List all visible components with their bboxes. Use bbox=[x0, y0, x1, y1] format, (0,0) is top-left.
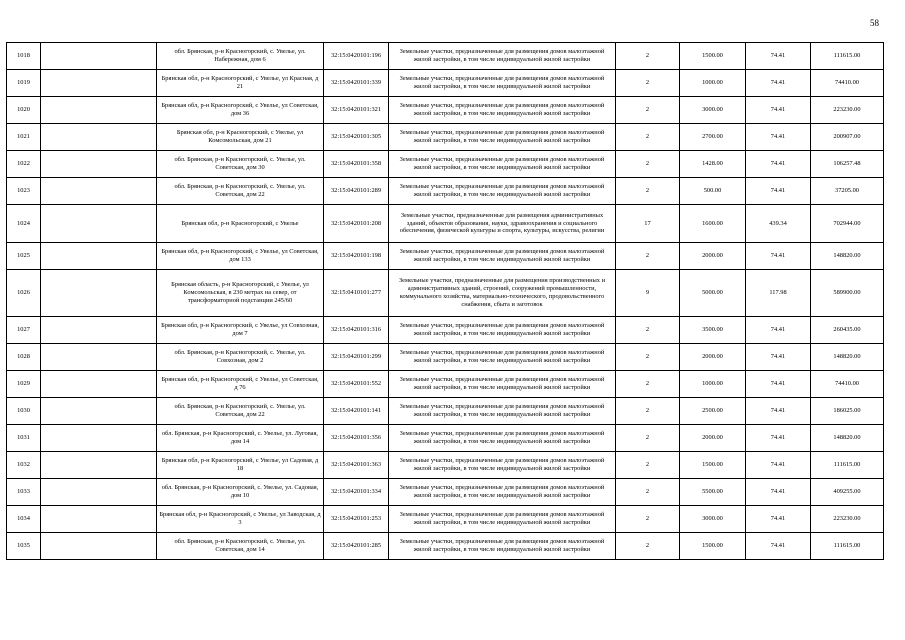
area-cell: 2000.00 bbox=[680, 425, 746, 452]
land-use-cell: Земельные участки, предназначенные для размещения домов малоэтажной жилой застройки, в том числе индивидуальной жилой застройки bbox=[389, 317, 616, 344]
area-cell: 1600.00 bbox=[680, 205, 746, 243]
land-use-cell: Земельные участки, предназначенные для размещения домов малоэтажной жилой застройки, в том числе индивидуальной жилой застройки bbox=[389, 124, 616, 151]
cadastral-number-cell: 32:15:0420101:305 bbox=[324, 124, 389, 151]
blank-cell bbox=[41, 425, 157, 452]
address-cell: Брянская область, р-н Красногорский, с Увелье, ул Комсомольская, в 230 метрах на север, от трансформаторной подстанции 245/60 bbox=[157, 270, 324, 317]
table-row bbox=[7, 506, 884, 533]
table-row bbox=[7, 371, 884, 398]
cadastral-number-cell: 32:15:0420101:552 bbox=[324, 371, 389, 398]
land-use-cell: Земельные участки, предназначенные для размещения домов малоэтажной жилой застройки, в том числе индивидуальной жилой застройки bbox=[389, 70, 616, 97]
address-cell: обл. Брянская, р-н Красногорский, с. Увелье, ул. Набережная, дом 6 bbox=[157, 43, 324, 70]
cadastral-number-cell: 32:15:0420101:141 bbox=[324, 398, 389, 425]
address-cell: обл. Брянская, р-н Красногорский, с. Увелье, ул. Луговая, дом 14 bbox=[157, 425, 324, 452]
group-cell: 2 bbox=[616, 479, 680, 506]
cadastral-value-cell: 589900.00 bbox=[811, 270, 884, 317]
cadastral-value-cell: 74410.00 bbox=[811, 70, 884, 97]
land-use-cell: Земельные участки, предназначенные для размещения домов малоэтажной жилой застройки, в том числе индивидуальной жилой застройки bbox=[389, 398, 616, 425]
cadastral-number-cell: 32:15:0420101:339 bbox=[324, 70, 389, 97]
row-number: 1020 bbox=[7, 97, 41, 124]
blank-cell bbox=[41, 205, 157, 243]
land-use-cell: Земельные участки, предназначенные для размещения административных зданий, объектов образования, науки, здравоохранения и социального обеспечения, физической культуры и спорта, культуры, искусства, религии bbox=[389, 205, 616, 243]
cadastral-number-cell: 32:15:0420101:289 bbox=[324, 178, 389, 205]
row-number: 1024 bbox=[7, 205, 41, 243]
table-row bbox=[7, 533, 884, 560]
blank-cell bbox=[41, 124, 157, 151]
row-number: 1021 bbox=[7, 124, 41, 151]
land-use-cell: Земельные участки, предназначенные для размещения домов малоэтажной жилой застройки, в том числе индивидуальной жилой застройки bbox=[389, 533, 616, 560]
group-cell: 2 bbox=[616, 43, 680, 70]
cadastral-number-cell: 32:15:0420101:196 bbox=[324, 43, 389, 70]
cadastral-value-cell: 223230.00 bbox=[811, 97, 884, 124]
cadastral-number-cell: 32:15:0420101:285 bbox=[324, 533, 389, 560]
group-cell: 2 bbox=[616, 425, 680, 452]
group-cell: 2 bbox=[616, 178, 680, 205]
blank-cell bbox=[41, 506, 157, 533]
row-number: 1034 bbox=[7, 506, 41, 533]
table-row bbox=[7, 43, 884, 70]
area-cell: 1000.00 bbox=[680, 371, 746, 398]
address-cell: Брянская обл, р-н Красногорский, с Увелье, ул Совхозная, дом 7 bbox=[157, 317, 324, 344]
group-cell: 2 bbox=[616, 97, 680, 124]
group-cell: 2 bbox=[616, 506, 680, 533]
blank-cell bbox=[41, 452, 157, 479]
land-use-cell: Земельные участки, предназначенные для размещения домов малоэтажной жилой застройки, в том числе индивидуальной жилой застройки bbox=[389, 452, 616, 479]
area-cell: 2000.00 bbox=[680, 344, 746, 371]
blank-cell bbox=[41, 70, 157, 97]
cadastral-number-cell: 32:15:0420101:363 bbox=[324, 452, 389, 479]
table-row bbox=[7, 151, 884, 178]
address-cell: обл. Брянская, р-н Красногорский, с. Увелье, ул. Садовая, дом 10 bbox=[157, 479, 324, 506]
cadastral-number-cell: 32:15:0420101:358 bbox=[324, 151, 389, 178]
land-use-cell: Земельные участки, предназначенные для размещения производственных и административных зданий, строений, сооружений промышленности, коммунального хозяйства, материально-технического, продовольственного снабжения, сбыта и заготовок bbox=[389, 270, 616, 317]
cadastral-number-cell: 32:15:0420101:208 bbox=[324, 205, 389, 243]
rate-cell: 74.41 bbox=[746, 506, 811, 533]
rate-cell: 74.41 bbox=[746, 70, 811, 97]
table-row bbox=[7, 425, 884, 452]
land-use-cell: Земельные участки, предназначенные для размещения домов малоэтажной жилой застройки, в том числе индивидуальной жилой застройки bbox=[389, 371, 616, 398]
table-row bbox=[7, 452, 884, 479]
table-row bbox=[7, 97, 884, 124]
cadastral-number-cell: 32:15:0420101:198 bbox=[324, 243, 389, 270]
land-register-table bbox=[6, 42, 884, 560]
group-cell: 2 bbox=[616, 344, 680, 371]
cadastral-number-cell: 32:15:0420101:299 bbox=[324, 344, 389, 371]
address-cell: обл. Брянская, р-н Красногорский, с. Увелье, ул. Советская, дом 22 bbox=[157, 398, 324, 425]
cadastral-number-cell: 32:15:0410101:277 bbox=[324, 270, 389, 317]
land-use-cell: Земельные участки, предназначенные для размещения домов малоэтажной жилой застройки, в том числе индивидуальной жилой застройки bbox=[389, 178, 616, 205]
area-cell: 2500.00 bbox=[680, 398, 746, 425]
cadastral-value-cell: 111615.00 bbox=[811, 43, 884, 70]
cadastral-value-cell: 148820.00 bbox=[811, 425, 884, 452]
area-cell: 3000.00 bbox=[680, 506, 746, 533]
row-number: 1023 bbox=[7, 178, 41, 205]
cadastral-number-cell: 32:15:0420101:316 bbox=[324, 317, 389, 344]
row-number: 1030 bbox=[7, 398, 41, 425]
group-cell: 2 bbox=[616, 398, 680, 425]
rate-cell: 74.41 bbox=[746, 178, 811, 205]
address-cell: Брянская обл, р-н Красногорский, с Увелье, ул Заводская, д 3 bbox=[157, 506, 324, 533]
cadastral-number-cell: 32:15:0420101:321 bbox=[324, 97, 389, 124]
rate-cell: 74.41 bbox=[746, 344, 811, 371]
row-number: 1028 bbox=[7, 344, 41, 371]
row-number: 1032 bbox=[7, 452, 41, 479]
address-cell: Брянская обл, р-н Красногорский, с Увелье, ул Садовая, д 18 bbox=[157, 452, 324, 479]
cadastral-value-cell: 148820.00 bbox=[811, 344, 884, 371]
group-cell: 2 bbox=[616, 371, 680, 398]
table-row bbox=[7, 344, 884, 371]
rate-cell: 74.41 bbox=[746, 371, 811, 398]
blank-cell bbox=[41, 344, 157, 371]
blank-cell bbox=[41, 371, 157, 398]
blank-cell bbox=[41, 178, 157, 205]
group-cell: 2 bbox=[616, 243, 680, 270]
page-number: 58 bbox=[870, 18, 879, 28]
cadastral-number-cell: 32:15:0420101:334 bbox=[324, 479, 389, 506]
cadastral-value-cell: 409255.00 bbox=[811, 479, 884, 506]
area-cell: 5500.00 bbox=[680, 479, 746, 506]
blank-cell bbox=[41, 317, 157, 344]
table-row bbox=[7, 479, 884, 506]
blank-cell bbox=[41, 479, 157, 506]
address-cell: Брянская обл, р-н Красногорский, с Увелье, ул Красная, д 21 bbox=[157, 70, 324, 97]
rate-cell: 74.41 bbox=[746, 124, 811, 151]
address-cell: обл. Брянская, р-н Красногорский, с. Увелье, ул. Советская, дом 30 bbox=[157, 151, 324, 178]
address-cell: обл. Брянская, р-н Красногорский, с. Увелье, ул. Совхозная, дом 2 bbox=[157, 344, 324, 371]
rate-cell: 74.41 bbox=[746, 398, 811, 425]
area-cell: 1500.00 bbox=[680, 452, 746, 479]
cadastral-value-cell: 74410.00 bbox=[811, 371, 884, 398]
cadastral-number-cell: 32:15:0420101:253 bbox=[324, 506, 389, 533]
area-cell: 500.00 bbox=[680, 178, 746, 205]
group-cell: 2 bbox=[616, 452, 680, 479]
land-use-cell: Земельные участки, предназначенные для размещения домов малоэтажной жилой застройки, в том числе индивидуальной жилой застройки bbox=[389, 43, 616, 70]
rate-cell: 439.34 bbox=[746, 205, 811, 243]
cadastral-value-cell: 148820.00 bbox=[811, 243, 884, 270]
group-cell: 9 bbox=[616, 270, 680, 317]
cadastral-value-cell: 223230.00 bbox=[811, 506, 884, 533]
table-row bbox=[7, 178, 884, 205]
blank-cell bbox=[41, 398, 157, 425]
row-number: 1029 bbox=[7, 371, 41, 398]
cadastral-value-cell: 186025.00 bbox=[811, 398, 884, 425]
table-row bbox=[7, 205, 884, 243]
address-cell: Брянская обл, р-н Красногорский, с Увелье, ул Комсомольская, дом 21 bbox=[157, 124, 324, 151]
land-use-cell: Земельные участки, предназначенные для размещения домов малоэтажной жилой застройки, в том числе индивидуальной жилой застройки bbox=[389, 506, 616, 533]
cadastral-value-cell: 111615.00 bbox=[811, 533, 884, 560]
address-cell: Брянская обл, р-н Красногорский, с Увелье bbox=[157, 205, 324, 243]
cadastral-value-cell: 260435.00 bbox=[811, 317, 884, 344]
rate-cell: 74.41 bbox=[746, 317, 811, 344]
blank-cell bbox=[41, 97, 157, 124]
table-row bbox=[7, 243, 884, 270]
area-cell: 3500.00 bbox=[680, 317, 746, 344]
cadastral-number-cell: 32:15:0420101:356 bbox=[324, 425, 389, 452]
land-use-cell: Земельные участки, предназначенные для размещения домов малоэтажной жилой застройки, в том числе индивидуальной жилой застройки bbox=[389, 243, 616, 270]
address-cell: Брянская обл, р-н Красногорский, с Увелье, ул Советская, дом 36 bbox=[157, 97, 324, 124]
group-cell: 2 bbox=[616, 533, 680, 560]
rate-cell: 117.98 bbox=[746, 270, 811, 317]
group-cell: 2 bbox=[616, 70, 680, 97]
land-use-cell: Земельные участки, предназначенные для размещения домов малоэтажной жилой застройки, в том числе индивидуальной жилой застройки bbox=[389, 97, 616, 124]
rate-cell: 74.41 bbox=[746, 151, 811, 178]
cadastral-value-cell: 702944.00 bbox=[811, 205, 884, 243]
rate-cell: 74.41 bbox=[746, 43, 811, 70]
row-number: 1031 bbox=[7, 425, 41, 452]
group-cell: 2 bbox=[616, 151, 680, 178]
land-use-cell: Земельные участки, предназначенные для размещения домов малоэтажной жилой застройки, в том числе индивидуальной жилой застройки bbox=[389, 344, 616, 371]
rate-cell: 74.41 bbox=[746, 425, 811, 452]
area-cell: 1500.00 bbox=[680, 533, 746, 560]
group-cell: 2 bbox=[616, 317, 680, 344]
blank-cell bbox=[41, 533, 157, 560]
row-number: 1027 bbox=[7, 317, 41, 344]
land-use-cell: Земельные участки, предназначенные для размещения домов малоэтажной жилой застройки, в том числе индивидуальной жилой застройки bbox=[389, 479, 616, 506]
rate-cell: 74.41 bbox=[746, 243, 811, 270]
area-cell: 1500.00 bbox=[680, 43, 746, 70]
row-number: 1033 bbox=[7, 479, 41, 506]
rate-cell: 74.41 bbox=[746, 533, 811, 560]
land-use-cell: Земельные участки, предназначенные для размещения домов малоэтажной жилой застройки, в том числе индивидуальной жилой застройки bbox=[389, 151, 616, 178]
rate-cell: 74.41 bbox=[746, 479, 811, 506]
row-number: 1025 bbox=[7, 243, 41, 270]
table-row bbox=[7, 270, 884, 317]
row-number: 1022 bbox=[7, 151, 41, 178]
rate-cell: 74.41 bbox=[746, 452, 811, 479]
table-row bbox=[7, 398, 884, 425]
cadastral-value-cell: 106257.48 bbox=[811, 151, 884, 178]
row-number: 1026 bbox=[7, 270, 41, 317]
address-cell: Брянская обл, р-н Красногорский, с Увелье, ул Советская, д 76 bbox=[157, 371, 324, 398]
rate-cell: 74.41 bbox=[746, 97, 811, 124]
area-cell: 1428.00 bbox=[680, 151, 746, 178]
table-row bbox=[7, 70, 884, 97]
cadastral-value-cell: 111615.00 bbox=[811, 452, 884, 479]
group-cell: 17 bbox=[616, 205, 680, 243]
cadastral-value-cell: 37205.00 bbox=[811, 178, 884, 205]
land-use-cell: Земельные участки, предназначенные для размещения домов малоэтажной жилой застройки, в том числе индивидуальной жилой застройки bbox=[389, 425, 616, 452]
table-row bbox=[7, 124, 884, 151]
area-cell: 3000.00 bbox=[680, 97, 746, 124]
group-cell: 2 bbox=[616, 124, 680, 151]
blank-cell bbox=[41, 243, 157, 270]
area-cell: 1000.00 bbox=[680, 70, 746, 97]
address-cell: обл. Брянская, р-н Красногорский, с. Увелье, ул. Советская, дом 14 bbox=[157, 533, 324, 560]
address-cell: обл. Брянская, р-н Красногорский, с. Увелье, ул. Советская, дом 22 bbox=[157, 178, 324, 205]
row-number: 1035 bbox=[7, 533, 41, 560]
area-cell: 2700.00 bbox=[680, 124, 746, 151]
blank-cell bbox=[41, 270, 157, 317]
cadastral-value-cell: 200907.00 bbox=[811, 124, 884, 151]
row-number: 1019 bbox=[7, 70, 41, 97]
blank-cell bbox=[41, 151, 157, 178]
blank-cell bbox=[41, 43, 157, 70]
address-cell: Брянская обл, р-н Красногорский, с Увелье, ул Советская, дом 133 bbox=[157, 243, 324, 270]
area-cell: 5000.00 bbox=[680, 270, 746, 317]
area-cell: 2000.00 bbox=[680, 243, 746, 270]
row-number: 1018 bbox=[7, 43, 41, 70]
table-row bbox=[7, 317, 884, 344]
